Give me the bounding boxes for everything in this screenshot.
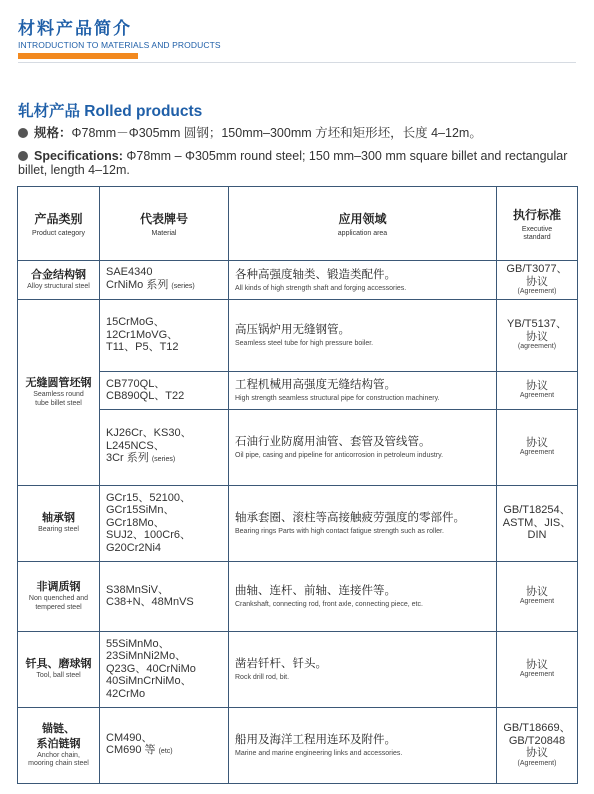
application-cell [229, 299, 497, 371]
material-text: S38MnSiV、 C38+N、48MnVS [106, 583, 194, 608]
category-cn: 轴承钢 [42, 512, 75, 525]
material-cell [100, 299, 229, 371]
application-cell [229, 261, 497, 300]
standard-cell [497, 299, 578, 371]
material-text: GCr15、52100、 GCr15SiMn、 GCr18Mo、 SUJ2、100Cr6、 G20Cr2Ni4 [106, 491, 191, 554]
standard-cell [497, 371, 578, 409]
standard-cn: 协议 [526, 585, 548, 598]
category-cell [18, 707, 100, 783]
bullet-icon [18, 151, 28, 161]
standard-en: Agreement [519, 449, 555, 456]
application-en: Oil pipe, casing and pipeline for anticorrosion in petroleum industry. [235, 452, 444, 459]
material-cell [100, 561, 229, 631]
application-en: All kinds of high strength shaft and forging accessories. [235, 284, 407, 292]
material-text: KJ26Cr、KS30、 L245NCS、 3Cr 系列 [106, 427, 192, 465]
header-category: 产品类别 Product category [18, 187, 100, 261]
material-text: 55SiMnMo、 23SiMnNi2Mo、 Q23G、40CrNiMo 40SiMnCrNiMo、 42CrMo [106, 637, 196, 700]
header-application: 应用领域 application area [229, 187, 497, 261]
application-cn: 凿岩钎杆、钎头。 [235, 658, 327, 670]
products-table [17, 186, 578, 784]
category-en: Bearing steel [38, 526, 79, 534]
spec-en [18, 149, 578, 177]
material-text: CM490、 CM690 等 [106, 731, 156, 756]
standard-cn: 协议 [526, 658, 548, 671]
material-text: 15CrMoG、 12Cr1MoVG、 T11、P5、T12 [106, 316, 179, 354]
table-row [18, 299, 578, 371]
standard-cell [497, 485, 578, 561]
category-cell [18, 561, 100, 631]
application-cell [229, 561, 497, 631]
category-cn: 锚链、 系泊链钢 [36, 722, 81, 750]
spec-en-label: Specifications: [34, 149, 123, 163]
spec-cn [18, 126, 578, 140]
standard-cn: GB/T3077、 协议 [506, 263, 568, 288]
table-row [18, 371, 578, 409]
application-en: Marine and marine engineering links and accessories. [235, 750, 403, 757]
category-cn: 钎具、磨球钢 [25, 658, 92, 671]
material-cell [100, 485, 229, 561]
bullet-icon [18, 128, 28, 138]
table-row [18, 409, 578, 485]
category-cell [18, 631, 100, 707]
standard-cn: GB/T18254、 ASTM、JIS、 DIN [502, 504, 572, 542]
application-en: Seamless steel tube for high pressure boiler. [235, 340, 374, 347]
category-cell [18, 299, 100, 485]
material-suffix: (series) [151, 456, 176, 464]
standard-cell [497, 707, 578, 783]
standard-cn: 协议 [526, 436, 548, 449]
material-suffix: (etc) [158, 748, 173, 755]
material-cell [100, 707, 229, 783]
application-cn: 船用及海洋工程用连环及附件。 [235, 734, 396, 746]
standard-en: Agreement [519, 392, 555, 399]
table-row [18, 261, 578, 300]
category-en: Non quenched and tempered steel [28, 595, 89, 611]
material-cell [100, 261, 229, 300]
standard-cn: YB/T5137、 协议 [507, 318, 567, 343]
spec-cn-label: 规格： [34, 126, 72, 140]
category-cell [18, 485, 100, 561]
standard-cell [497, 409, 578, 485]
standard-cn: GB/T18669、 GB/T20848 协议 [503, 722, 571, 759]
category-cn: 无缝圆管坯钢 [25, 377, 92, 389]
category-en: Tool, ball steel [36, 672, 81, 680]
application-en: High strength seamless structural pipe for construction machinery. [235, 395, 440, 402]
application-cn: 高压锅炉用无缝钢管。 [235, 324, 350, 336]
application-en: Rock drill rod, bit. [235, 674, 290, 681]
category-cn: 非调质钢 [36, 581, 81, 593]
material-suffix: (series) [171, 282, 195, 290]
standard-cn: 协议 [526, 379, 548, 392]
spec-cn-text: Φ78mm－Φ305mm 圆钢；150mm–300mm 方坯和矩形坯，长度 4–12m。 [71, 126, 482, 140]
application-cell [229, 409, 497, 485]
header-material: 代表牌号 Material [100, 187, 229, 261]
material-cell [100, 631, 229, 707]
material-text: CB770QL、 CB890QL、T22 [106, 377, 185, 402]
standard-en: Agreement [519, 671, 555, 678]
table-row [18, 707, 578, 783]
category-cell [18, 261, 100, 300]
table-body [18, 261, 578, 784]
standard-cell [497, 631, 578, 707]
application-en: Crankshaft, connecting rod, front axle, connecting piece, etc. [235, 601, 423, 608]
application-cell [229, 371, 497, 409]
application-cell [229, 631, 497, 707]
page-title: 材料产品简介 [18, 19, 132, 38]
application-cell [229, 485, 497, 561]
table-row [18, 561, 578, 631]
standard-en: (Agreement) [517, 288, 557, 295]
accent-bar [18, 53, 138, 59]
application-cn: 工程机械用高强度无缝结构管。 [235, 379, 396, 391]
spec-en-text: Φ78mm – Φ305mm round steel; 150 mm–300 mm square billet and rectangular billet, length 4–12m. [18, 149, 568, 177]
category-en: Seamless round tube billet steel [33, 391, 84, 407]
header-standard: 执行标准 Executive standard [497, 187, 578, 261]
standard-en: (Agreement) [517, 759, 557, 767]
category-en: Alloy structural steel [27, 283, 90, 290]
material-cell [100, 371, 229, 409]
standard-cell [497, 261, 578, 300]
application-cn: 各种高强度轴类、锻造类配件。 [235, 268, 396, 281]
application-cn: 石油行业防腐用油管、套管及管线管。 [235, 436, 431, 448]
header-divider [18, 62, 576, 63]
application-en: Bearing rings Parts with high contact fatigue strength such as roller. [235, 528, 444, 535]
table-header-row [18, 187, 578, 261]
application-cn: 曲轴、连杆、前轴、连接件等。 [235, 585, 396, 597]
page-subtitle: INTRODUCTION TO MATERIALS AND PRODUCTS [18, 40, 221, 50]
application-cell [229, 707, 497, 783]
material-text: SAE4340 CrNiMo 系列 [106, 266, 169, 291]
table-row [18, 485, 578, 561]
table-row [18, 631, 578, 707]
standard-en: (agreement) [517, 343, 557, 351]
category-cn: 合金结构钢 [31, 269, 86, 281]
standard-cell [497, 561, 578, 631]
application-cn: 轴承套圈、滚柱等高接触疲劳强度的零部件。 [235, 512, 465, 524]
standard-en: Agreement [519, 598, 555, 605]
material-cell [100, 409, 229, 485]
category-en: Anchor chain, mooring chain steel [28, 751, 89, 767]
section-title: 轧材产品 Rolled products [18, 103, 203, 120]
